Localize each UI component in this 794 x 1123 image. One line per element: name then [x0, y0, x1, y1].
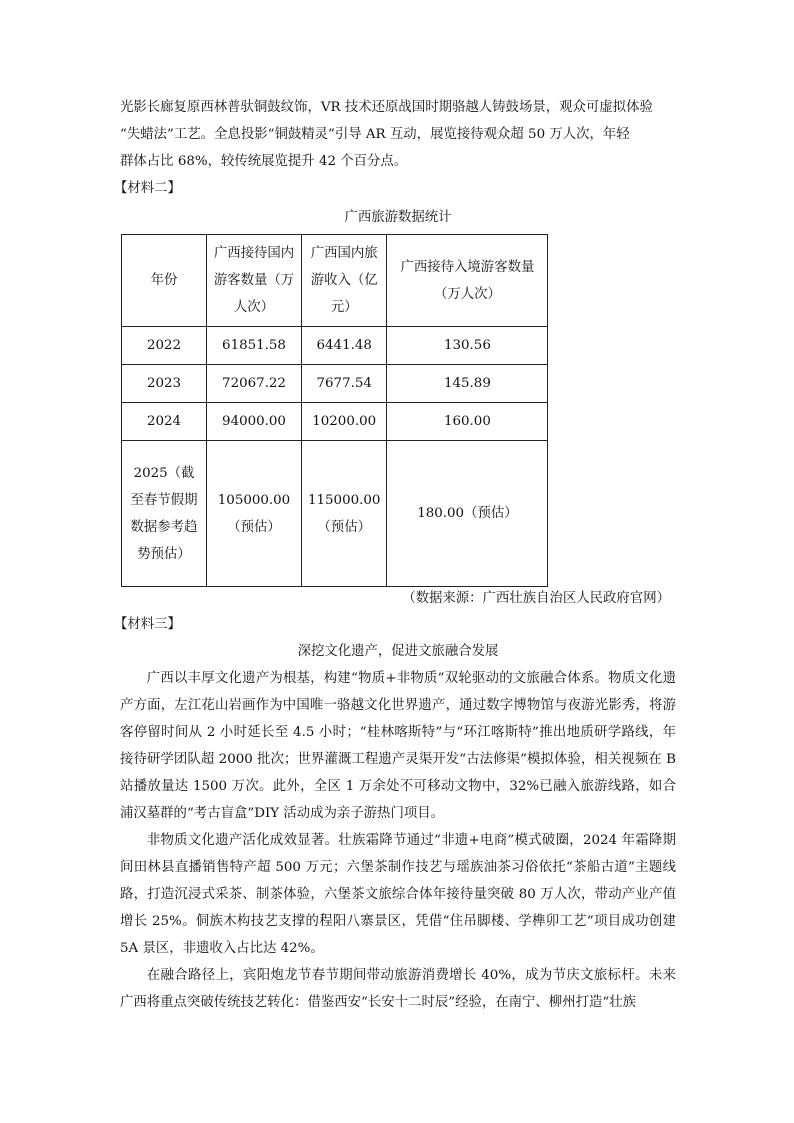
header-year: 年份 [122, 235, 207, 327]
document-page [114, 94, 676, 1016]
article-paragraph: 在融合路径上，宾阳炮龙节春节期间带动旅游消费增长 40%，成为节庆文旅标杆。未来广西将重点突破传统技艺转化：借鉴西安“长安十二时辰”经验，在南宁、柳州打造“壮族 [120, 968, 676, 1010]
cell-inbound: 160.00 [387, 403, 548, 441]
cell-year: 2023 [122, 365, 207, 403]
cell-income [302, 441, 387, 587]
table-row-2025 [122, 441, 548, 587]
estimate-note: （预估） [317, 519, 371, 535]
intro-line: 光影长廊复原西林普驮铜鼓纹饰，VR 技术还原战国时期骆越人铸鼓场景，观众可虚拟体验 [120, 100, 653, 115]
cell-year: 2022 [122, 327, 207, 365]
table-header-row [122, 235, 548, 327]
domestic-value: 105000.00 [217, 492, 291, 508]
cell-inbound: 180.00（预估） [387, 441, 548, 587]
data-source: （数据来源：广西壮族自治区人民政府官网） [402, 591, 670, 606]
cell-inbound: 130.56 [387, 327, 548, 365]
cell-domestic: 72067.22 [207, 365, 302, 403]
cell-year: 2024 [122, 403, 207, 441]
header-domestic: 广西接待国内游客数量（万人次） [207, 235, 302, 327]
cell-year: 2025（截至春节假期数据参考趋势预估） [122, 441, 207, 587]
cell-income: 7677.54 [302, 365, 387, 403]
table-row [122, 365, 548, 403]
intro-paragraph [120, 94, 676, 175]
intro-line: “失蜡法”工艺。全息投影“铜鼓精灵”引导 AR 互动，展览接待观众超 50 万人次，年轻 [120, 127, 630, 142]
material2-heading: 【材料二】 [114, 181, 181, 196]
intro-line: 群体占比 68%，较传统展览提升 42 个百分点。 [120, 154, 408, 169]
table-row [122, 403, 548, 441]
estimate-note: （预估） [227, 519, 281, 535]
cell-inbound: 145.89 [387, 365, 548, 403]
table-title: 广西旅游数据统计 [344, 210, 452, 225]
header-inbound: 广西接待入境游客数量（万人次） [387, 235, 548, 327]
article-title: 深挖文化遗产，促进文旅融合发展 [297, 644, 499, 659]
table-row [122, 327, 548, 365]
income-value: 115000.00 [308, 492, 381, 508]
cell-domestic [207, 441, 302, 587]
article-paragraph: 广西以丰厚文化遗产为根基，构建“物质+非物质”双轮驱动的文旅融合体系。物质文化遗产方面，左江花山岩画作为中国唯一骆越文化世界遗产，通过数字博物馆与夜游光影秀，将游客停留时间从 2 小时延长至 4.5 小时；“桂林喀斯特”与“环江喀斯特”推出地质研学路线，年接待研学团队超 2000 批次；世界灌溉工程遗产灵渠开发“古法修渠”模拟体验，相关视频在 B 站播放量达 1500 万次。此外，全区 1 万余处不可移动文物中，32%已融入旅游线路，如合浦汉墓群的“考古盲盒”DIY 活动成为亲子游热门项目。 [120, 671, 676, 821]
tourism-data-table [121, 234, 548, 587]
cell-income: 10200.00 [302, 403, 387, 441]
material3-heading: 【材料三】 [114, 617, 181, 632]
cell-income: 6441.48 [302, 327, 387, 365]
header-income: 广西国内旅游收入（亿元） [302, 235, 387, 327]
cell-domestic: 94000.00 [207, 403, 302, 441]
cell-domestic: 61851.58 [207, 327, 302, 365]
article-paragraph: 非物质文化遗产活化成效显著。壮族霜降节通过“非遗+电商”模式破圈，2024 年霜降期间田林县直播销售特产超 500 万元；六堡茶制作技艺与瑶族油茶习俗依托“茶船古道”主题线路，打造沉浸式采茶、制茶体验，六堡茶文旅综合体年接待量突破 80 万人次，带动产业产值增长 25%。侗族木构技艺支撑的程阳八寨景区，凭借“住吊脚楼、学榫卯工艺”项目成功创建 5A 景区，非遗收入占比达 42%。 [120, 833, 676, 956]
